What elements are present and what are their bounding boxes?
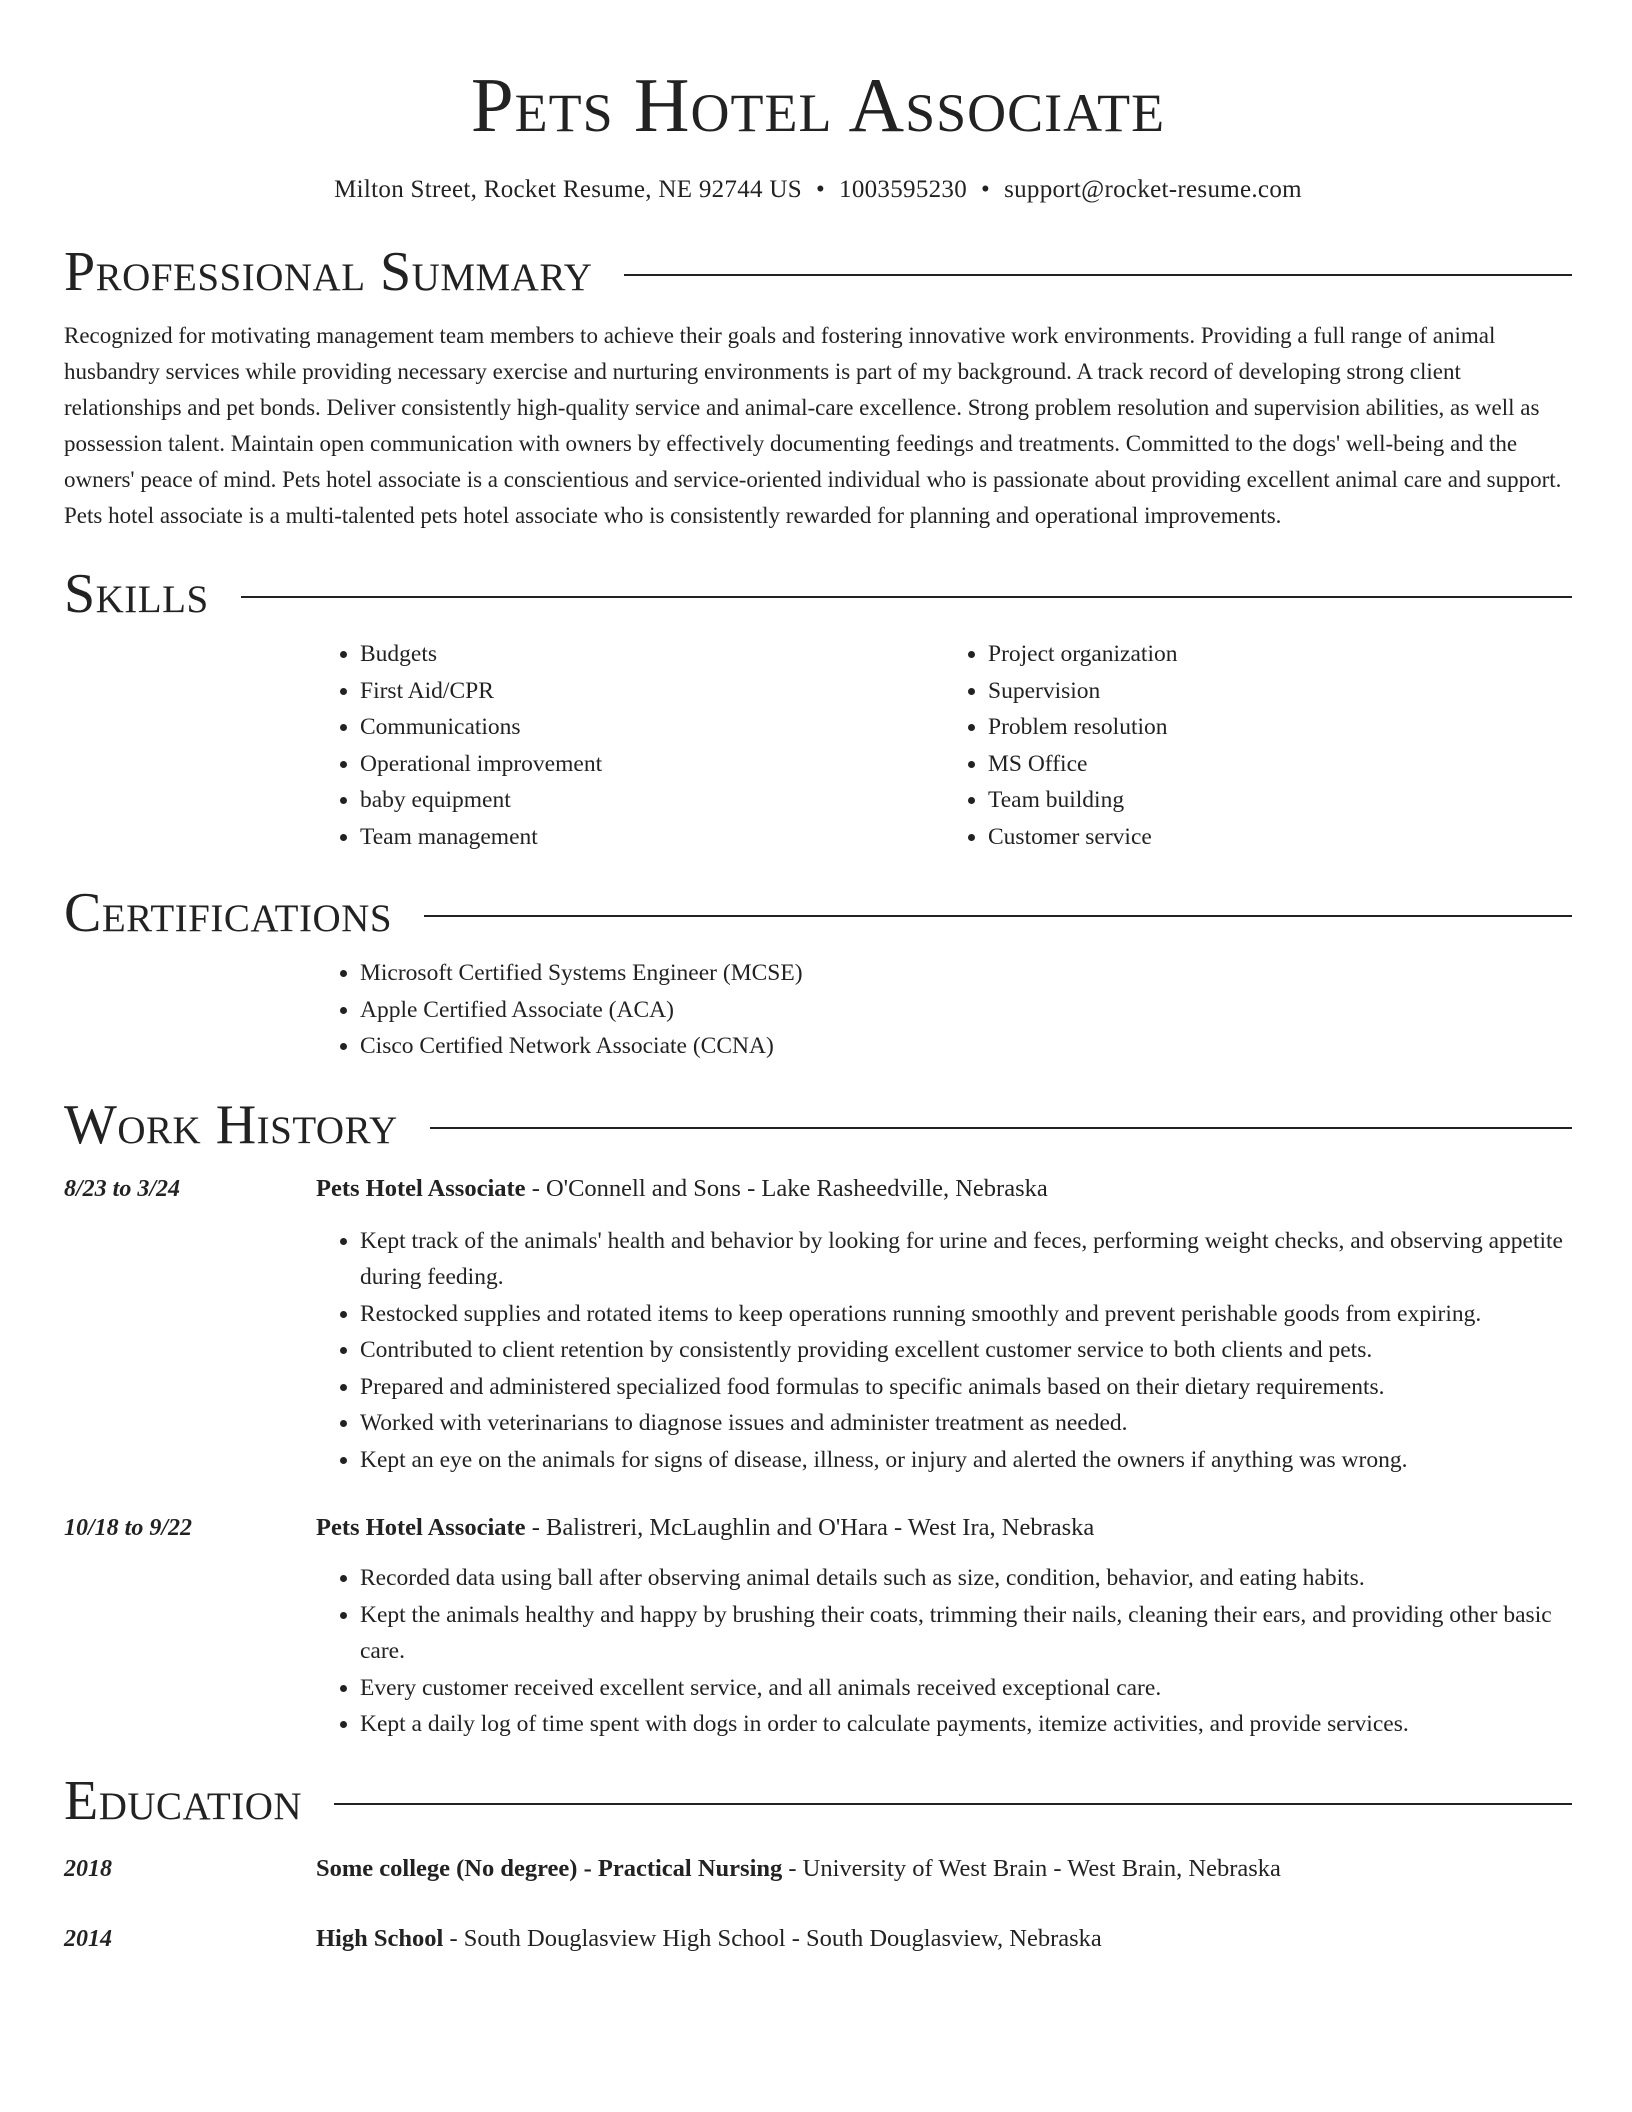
skill-item: • Operational improvement <box>360 746 944 783</box>
contact-separator: • <box>815 176 826 203</box>
job-duty: • Prepared and administered specialized food formulas to specific animals based on their dietary requirements. <box>360 1369 1572 1406</box>
education-year: 2014 <box>64 1925 112 1952</box>
skills-list-left <box>316 636 944 855</box>
education-school: - University of West Brain - West Brain, Nebraska <box>782 1854 1281 1882</box>
education-school: - South Douglasview High School - South Douglasview, Nebraska <box>443 1924 1102 1952</box>
job-duties-list <box>316 1560 1572 1743</box>
job-duty: • Worked with veterinarians to diagnose issues and administer treatment as needed. <box>360 1405 1572 1442</box>
work-section-header <box>64 1093 1572 1157</box>
job-entry <box>64 1171 1572 1479</box>
section-divider <box>334 1803 1572 1805</box>
skill-item: • MS Office <box>988 746 1572 783</box>
job-duty: • Kept a daily log of time spent with dogs in order to calculate payments, itemize activities, and provide services. <box>360 1706 1572 1743</box>
job-duty: • Recorded data using ball after observing animal details such as size, condition, behavior, and eating habits. <box>360 1560 1572 1597</box>
skill-item: • Budgets <box>360 636 944 673</box>
summary-text: Recognized for motivating management team members to achieve their goals and fostering innovative work environments. Providing a full range of animal husbandry services while providing necessary exercise and nurturing environments is part of my background. A track record of developing strong client relationships and pet bonds. Deliver consistently high-quality service and animal-care excellence. Strong problem resolution and supervision abilities, as well as possession talent. Maintain open communication with owners by effectively documenting feedings and treatments. Committed to the dogs' well-being and the owners' peace of mind. Pets hotel associate is a conscientious and service-oriented individual who is passionate about providing excellent animal care and support. Pets hotel associate is a multi-talented pets hotel associate who is consistently rewarded for planning and operational improvements. <box>64 323 1562 528</box>
education-degree: High School <box>316 1924 444 1952</box>
section-divider <box>430 1127 1572 1129</box>
candidate-name: Pets Hotel Associate <box>470 62 1166 148</box>
education-section-header <box>64 1769 1572 1833</box>
skill-item: • Team management <box>360 819 944 856</box>
education-line <box>316 1851 1281 1887</box>
education-heading: Education <box>64 1769 303 1832</box>
resume-page <box>64 0 1572 1957</box>
summary-heading: Professional Summary <box>64 241 593 303</box>
contact-email: support@rocket-resume.com <box>1004 176 1302 203</box>
job-duties <box>316 1560 1572 1743</box>
job-title-line <box>316 1171 1048 1207</box>
job-employer: - O'Connell and Sons - Lake Rasheedville, Nebraska <box>525 1174 1048 1202</box>
education-entry <box>64 1921 1572 1957</box>
skill-item: • First Aid/CPR <box>360 673 944 710</box>
job-duty: • Every customer received excellent service, and all animals received exceptional care. <box>360 1670 1572 1707</box>
education-line <box>316 1921 1102 1957</box>
job-date: 10/18 to 9/22 <box>64 1515 193 1541</box>
education-year: 2018 <box>64 1855 112 1882</box>
skill-item: • Project organization <box>988 636 1572 673</box>
job-date: 8/23 to 3/24 <box>64 1175 181 1202</box>
certifications-list <box>316 955 1572 1065</box>
skill-item: • Problem resolution <box>988 709 1572 746</box>
skill-item: • baby equipment <box>360 782 944 819</box>
contact-address: Milton Street, Rocket Resume, NE 92744 US <box>334 176 802 203</box>
job-title-line <box>316 1510 1094 1546</box>
skill-item: • Team building <box>988 782 1572 819</box>
contact-phone: 1003595230 <box>839 176 968 203</box>
job-duty: • Contributed to client retention by consistently providing excellent customer service to both clients and pets. <box>360 1332 1572 1369</box>
job-employer: - Balistreri, McLaughlin and O'Hara - West Ira, Nebraska <box>525 1514 1095 1541</box>
skill-item: • Supervision <box>988 673 1572 710</box>
education-degree: Some college (No degree) - Practical Nursing <box>316 1854 783 1882</box>
contact-separator: • <box>981 176 991 203</box>
skills-list-right <box>944 636 1572 855</box>
job-header <box>64 1510 1572 1546</box>
section-divider <box>241 596 1572 598</box>
education-entry <box>64 1851 1572 1887</box>
certifications-block <box>316 955 1572 1065</box>
job-duty: • Restocked supplies and rotated items to keep operations running smoothly and prevent perishable goods from expiring. <box>360 1296 1572 1333</box>
job-entry <box>64 1510 1572 1743</box>
section-divider <box>424 915 1572 917</box>
certifications-heading: Certifications <box>64 882 393 944</box>
skills-section-header <box>64 562 1572 626</box>
job-header <box>64 1171 1572 1207</box>
certifications-section-header <box>64 881 1572 945</box>
job-duty: • Kept track of the animals' health and behavior by looking for urine and feces, performing weight checks, and observing appetite during feeding. <box>360 1223 1572 1296</box>
skill-item: • Communications <box>360 709 944 746</box>
summary-section-header <box>64 240 1572 304</box>
certification-item: • Microsoft Certified Systems Engineer (MCSE) <box>360 955 1572 992</box>
contact-line <box>64 174 1572 206</box>
job-title: Pets Hotel Associate <box>316 1174 526 1202</box>
skills-columns <box>316 636 1572 855</box>
job-duty: • Kept the animals healthy and happy by brushing their coats, trimming their nails, cleaning their ears, and providing other basic care. <box>360 1597 1572 1670</box>
job-duties-list <box>316 1223 1572 1479</box>
job-title: Pets Hotel Associate <box>316 1514 526 1541</box>
work-heading: Work History <box>64 1093 398 1156</box>
job-duty: • Kept an eye on the animals for signs of disease, illness, or injury and alerted the owners if anything was wrong. <box>360 1442 1572 1479</box>
skill-item: • Customer service <box>988 819 1572 856</box>
skills-heading: Skills <box>64 563 209 625</box>
certification-item: • Cisco Certified Network Associate (CCNA) <box>360 1028 1572 1065</box>
job-duties <box>316 1223 1572 1479</box>
certification-item: • Apple Certified Associate (ACA) <box>360 992 1572 1029</box>
section-divider <box>624 274 1572 276</box>
